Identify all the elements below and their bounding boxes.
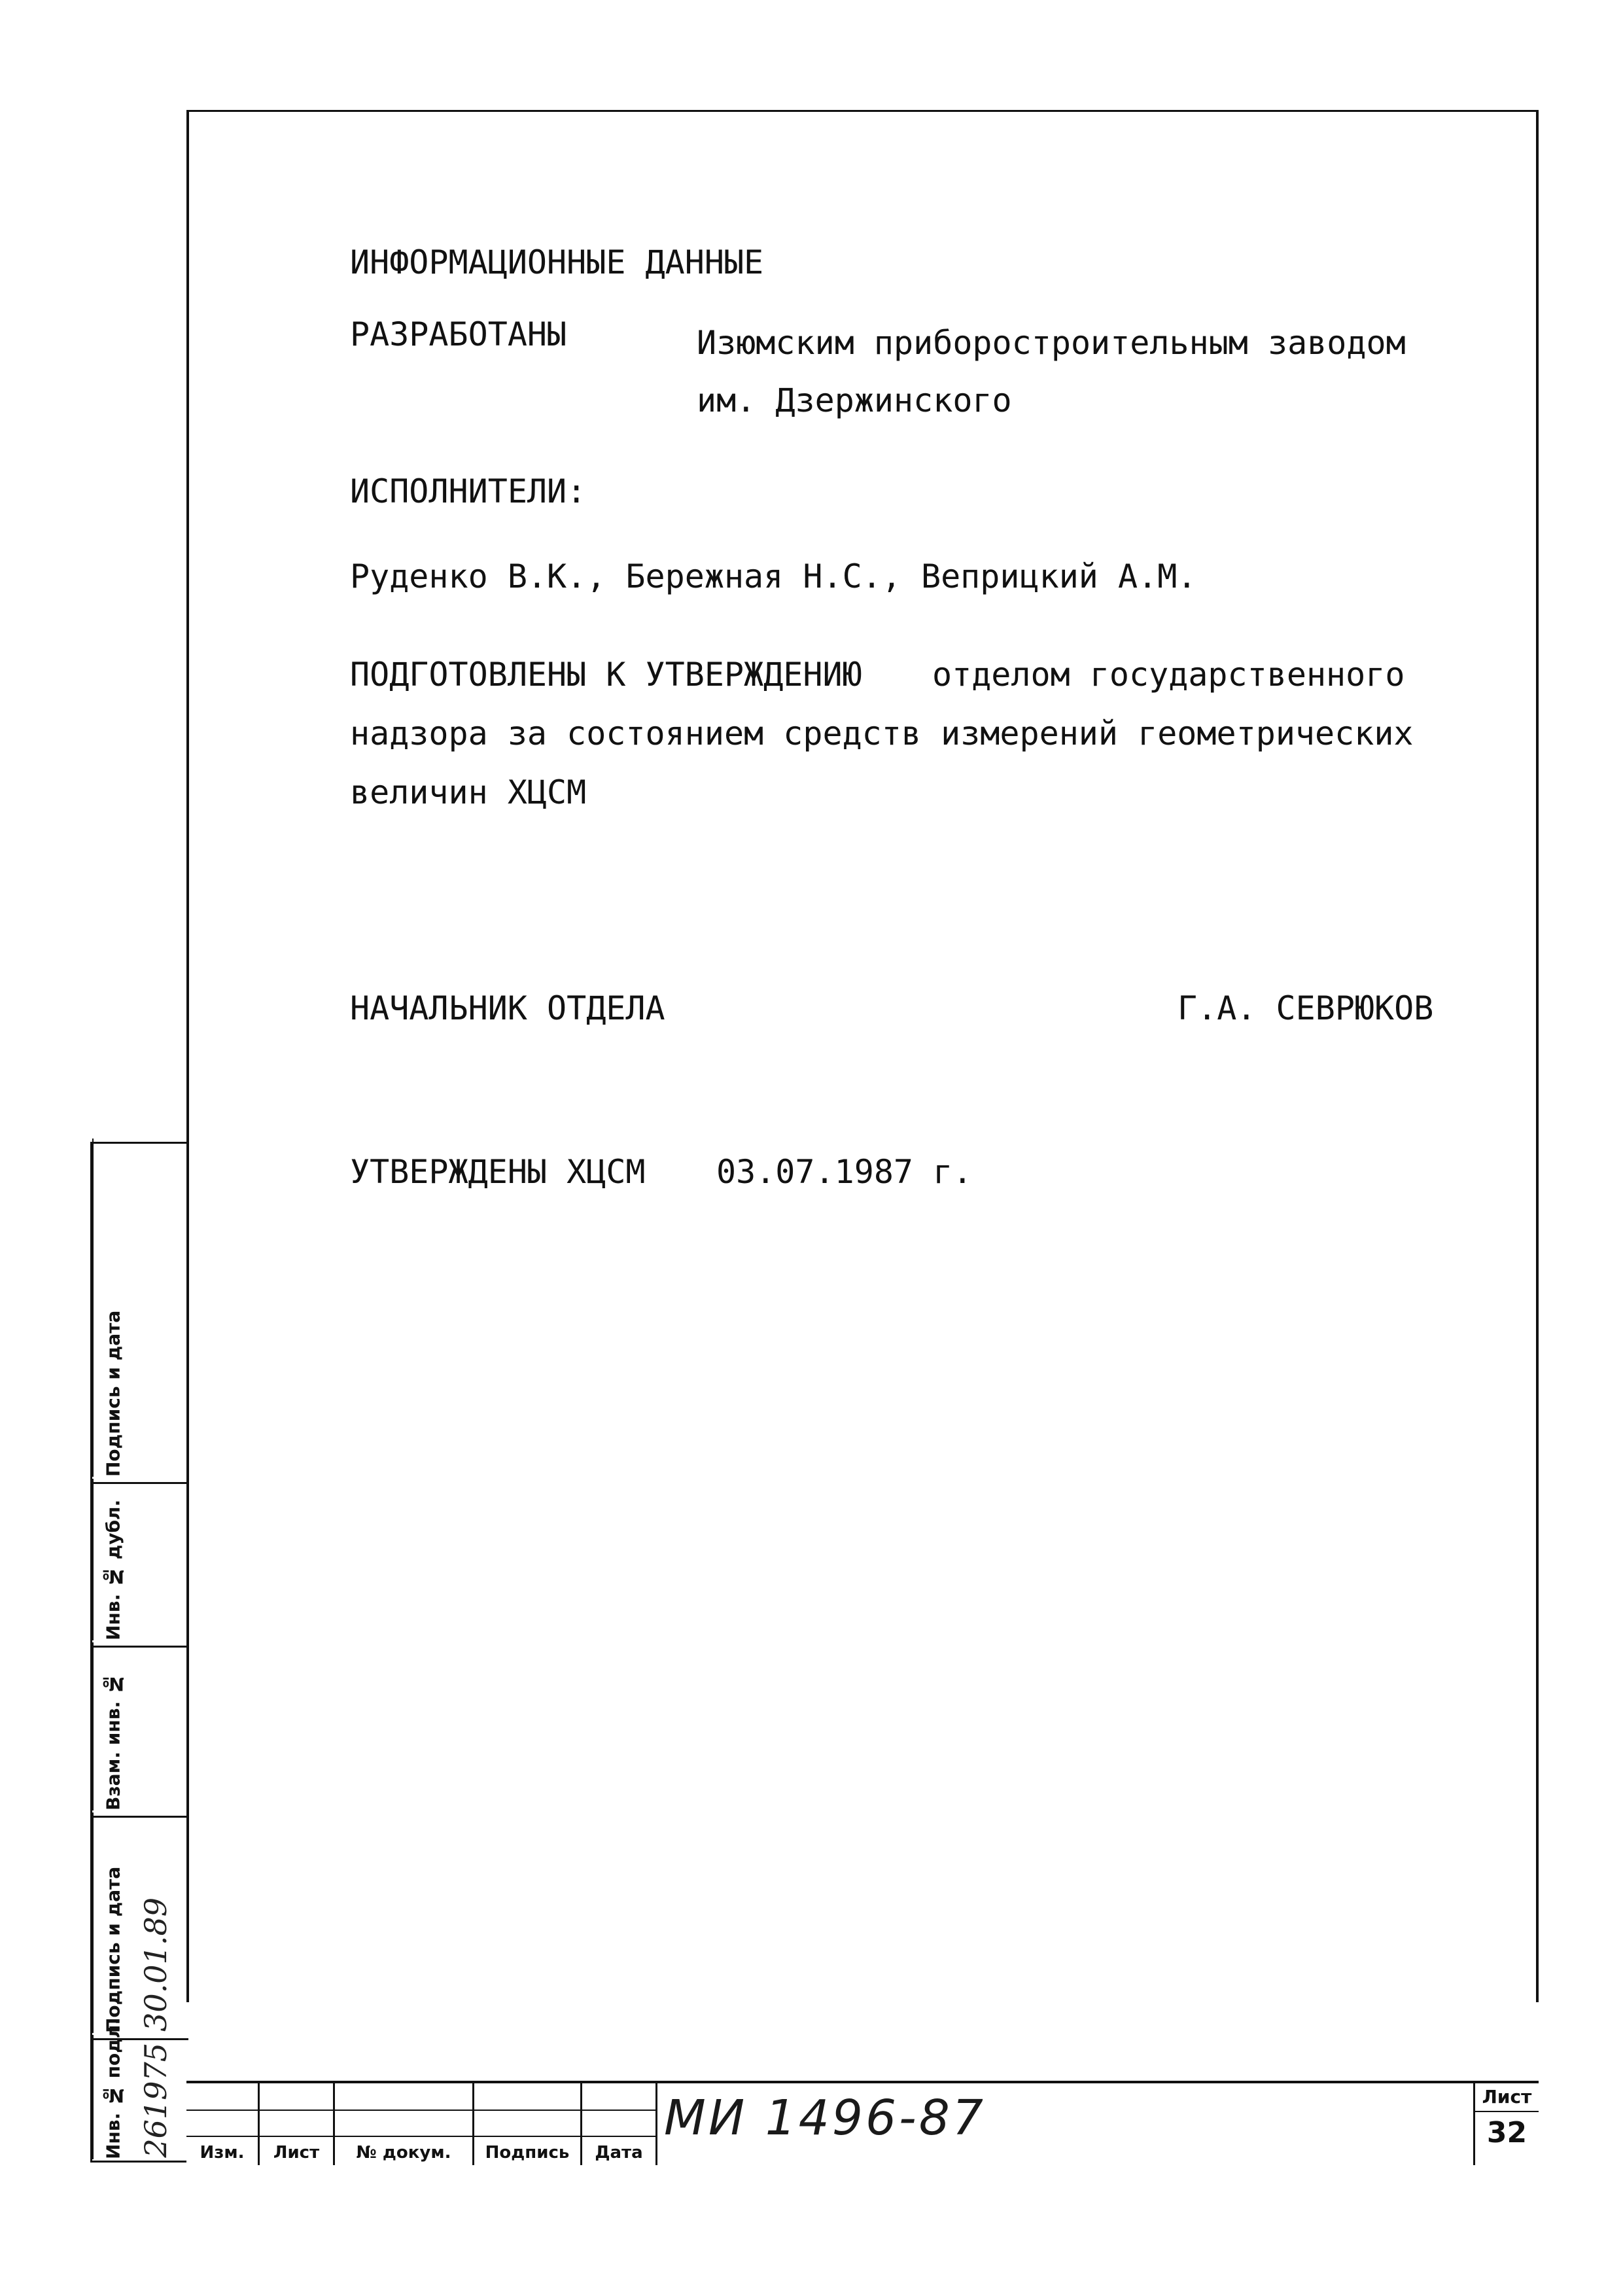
document-code: МИ 1496-87 (664, 2090, 986, 2146)
margin-cell-inv-dubl (92, 1484, 188, 1648)
revision-grid (186, 2083, 657, 2165)
margin-cell-inv-podl (92, 2018, 188, 2164)
margin-label: Инв. № дубл. (92, 1479, 133, 1640)
approved-label: УТВЕРЖДЕНЫ ХЦСМ (350, 1153, 646, 1191)
revision-col-docnum (335, 2083, 474, 2165)
prepared-line-3: величин ХЦСМ (350, 773, 587, 811)
chief-title: НАЧАЛЬНИК ОТДЕЛА (350, 989, 665, 1027)
performers-label: ИСПОЛНИТЕЛИ: (350, 472, 587, 510)
col-label: № докум. (356, 2143, 451, 2163)
margin-label: Инв. № подл. (92, 2035, 133, 2159)
margin-cell-sign-date-2 (92, 1144, 188, 1484)
prepared-line-1-tail: отделом государственного (932, 656, 1405, 694)
margin-label: Подпись и дата (92, 1139, 133, 1477)
revision-col-date (582, 2083, 657, 2165)
title-block (186, 2081, 1539, 2163)
sheet-cell (1473, 2083, 1539, 2165)
revision-col-signature (474, 2083, 582, 2165)
col-label: Изм. (200, 2143, 245, 2163)
performers-names: Руденко В.К., Бережная Н.С., Веприцкий А.М. (350, 557, 1197, 595)
revision-col-izm (186, 2083, 260, 2165)
chief-name: Г.А. СЕВРЮКОВ (1178, 989, 1434, 1027)
revision-col-list (260, 2083, 335, 2165)
col-label: Лист (273, 2143, 320, 2163)
approved-line (350, 1152, 973, 1192)
margin-label: Взам. инв. № (92, 1642, 133, 1810)
margin-strip (90, 1142, 186, 2163)
handwritten-sign-date: 30.01.89 (138, 1898, 173, 2032)
sheet-label: Лист (1482, 2086, 1532, 2108)
margin-cell-vzam (92, 1648, 188, 1818)
prepared-line-1-head: ПОДГОТОВЛЕНЫ К УТВЕРЖДЕНИЮ (350, 656, 862, 694)
sheet-number: 32 (1486, 2116, 1527, 2149)
col-label: Дата (595, 2143, 643, 2163)
col-label: Подпись (485, 2143, 570, 2163)
margin-cell-sign-date-1 (92, 1818, 188, 2040)
prepared-line-2: надзора за состоянием средств измерений геометрических (350, 715, 1414, 752)
margin-label: Подпись и дата (92, 1812, 133, 2033)
handwritten-inv-number: 261975 (138, 2043, 173, 2158)
document-heading: ИНФОРМАЦИОННЫЕ ДАННЫЕ (350, 243, 764, 281)
developed-label: РАЗРАБОТАНЫ (350, 315, 567, 353)
developed-value: Изюмским приборостроительным заводом им. Дзержинского (697, 324, 1406, 419)
prepared-line-1 (350, 654, 1405, 695)
approved-date: 03.07.1987 г. (716, 1153, 973, 1191)
